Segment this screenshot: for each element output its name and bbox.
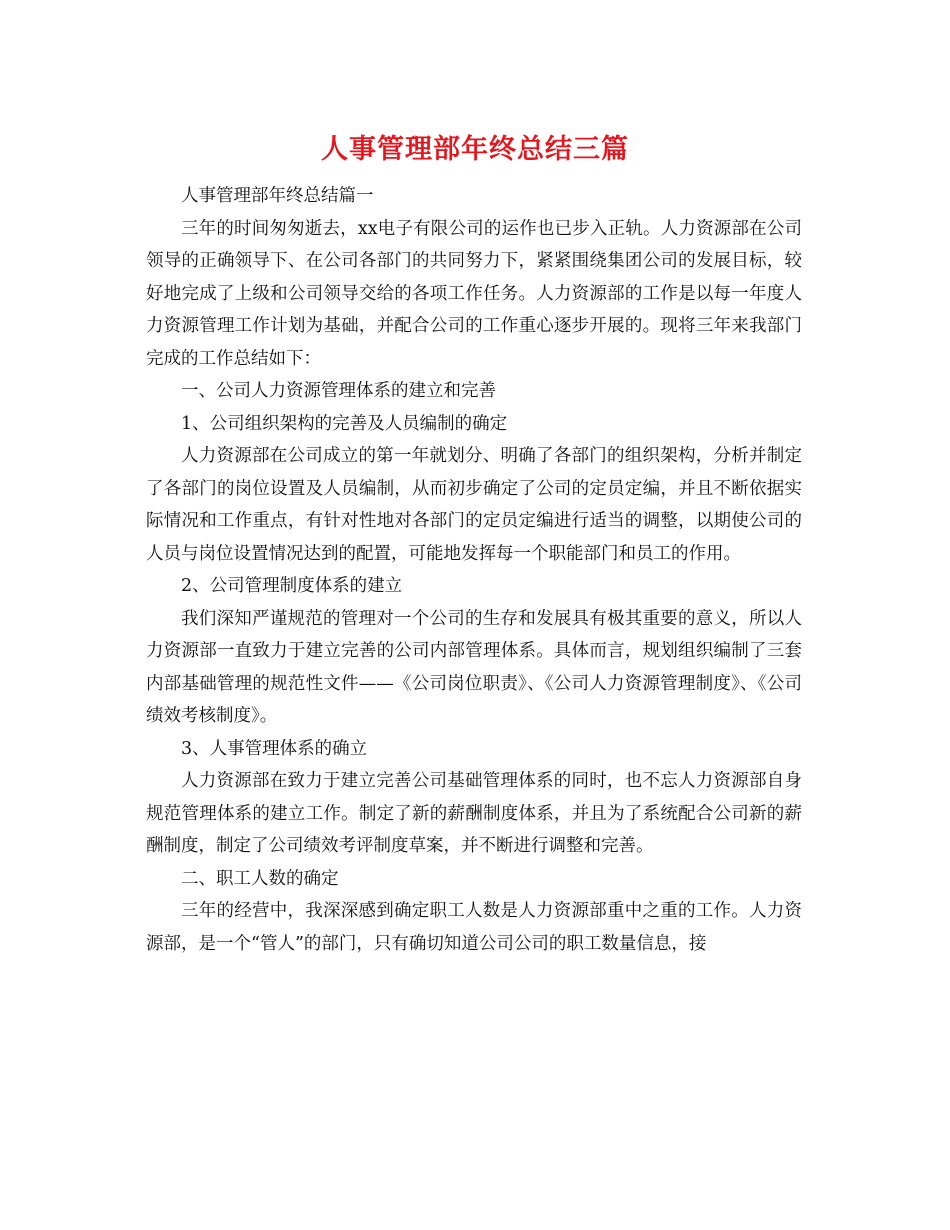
subheading-org-structure: 1、公司组织架构的完善及人员编制的确定 bbox=[181, 413, 508, 434]
heading-hr-system: 一、公司人力资源管理体系的建立和完善 bbox=[181, 381, 496, 401]
subheading-personnel-system: 3、人事管理体系的确立 bbox=[181, 738, 368, 759]
paragraph-org-structure: 人力资源部在公司成立的第一年就划分、明确了各部门的组织架构，分析并制定了各部门的岗位设置及人员编制，从而初步确定了公司的定员定编，并且不断依据实际情况和工作重点，有针对性地对各部门的定员定编进行适当的调整，以期使公司的人员与岗位设置情况达到的配置，可能地发挥每一个职能部门和员工的作用。 bbox=[146, 446, 802, 564]
paragraph-personnel-system: 人力资源部在致力于建立完善公司基础管理体系的同时，也不忘人力资源部自身规范管理体系的建立工作。制定了新的薪酬制度体系，并且为了系统配合公司新的薪酬制度，制定了公司绩效考评制度草案，并不断进行调整和完善。 bbox=[146, 771, 802, 856]
heading-staff-count: 二、职工人数的确定 bbox=[181, 868, 339, 889]
subheading-management-system: 2、公司管理制度体系的建立 bbox=[181, 576, 403, 596]
document-title: 人事管理部年终总结三篇 bbox=[321, 134, 629, 165]
document-body bbox=[146, 180, 802, 960]
section-heading-part-one: 人事管理部年终总结篇一 bbox=[181, 186, 374, 206]
intro-paragraph: 三年的时间匆匆逝去，xx电子有限公司的运作也已步入正轨。人力资源部在公司领导的正确领导下、在公司各部门的共同努力下，紧紧围绕集团公司的发展目标，较好地完成了上级和公司领导交给的各项工作任务。人力资源部的工作是以每一年度人力资源管理工作计划为基础，并配合公司的工作重心逐步开展的。现将三年来我部门完成的工作总结如下： bbox=[146, 218, 802, 369]
paragraph-management-system: 我们深知严谨规范的管理对一个公司的生存和发展具有极其重要的意义，所以人力资源部一直致力于建立完善的公司内部管理体系。具体而言，规划组织编制了三套内部基础管理的规范性文件——《公司岗位职责》、《公司人力资源管理制度》、《公司绩效考核制度》。 bbox=[146, 608, 802, 726]
paragraph-staff-count: 三年的经营中，我深深感到确定职工人数是人力资源部重中之重的工作。人力资源部，是一个“管人”的部门，只有确切知道公司公司的职工数量信息，接 bbox=[146, 901, 802, 954]
